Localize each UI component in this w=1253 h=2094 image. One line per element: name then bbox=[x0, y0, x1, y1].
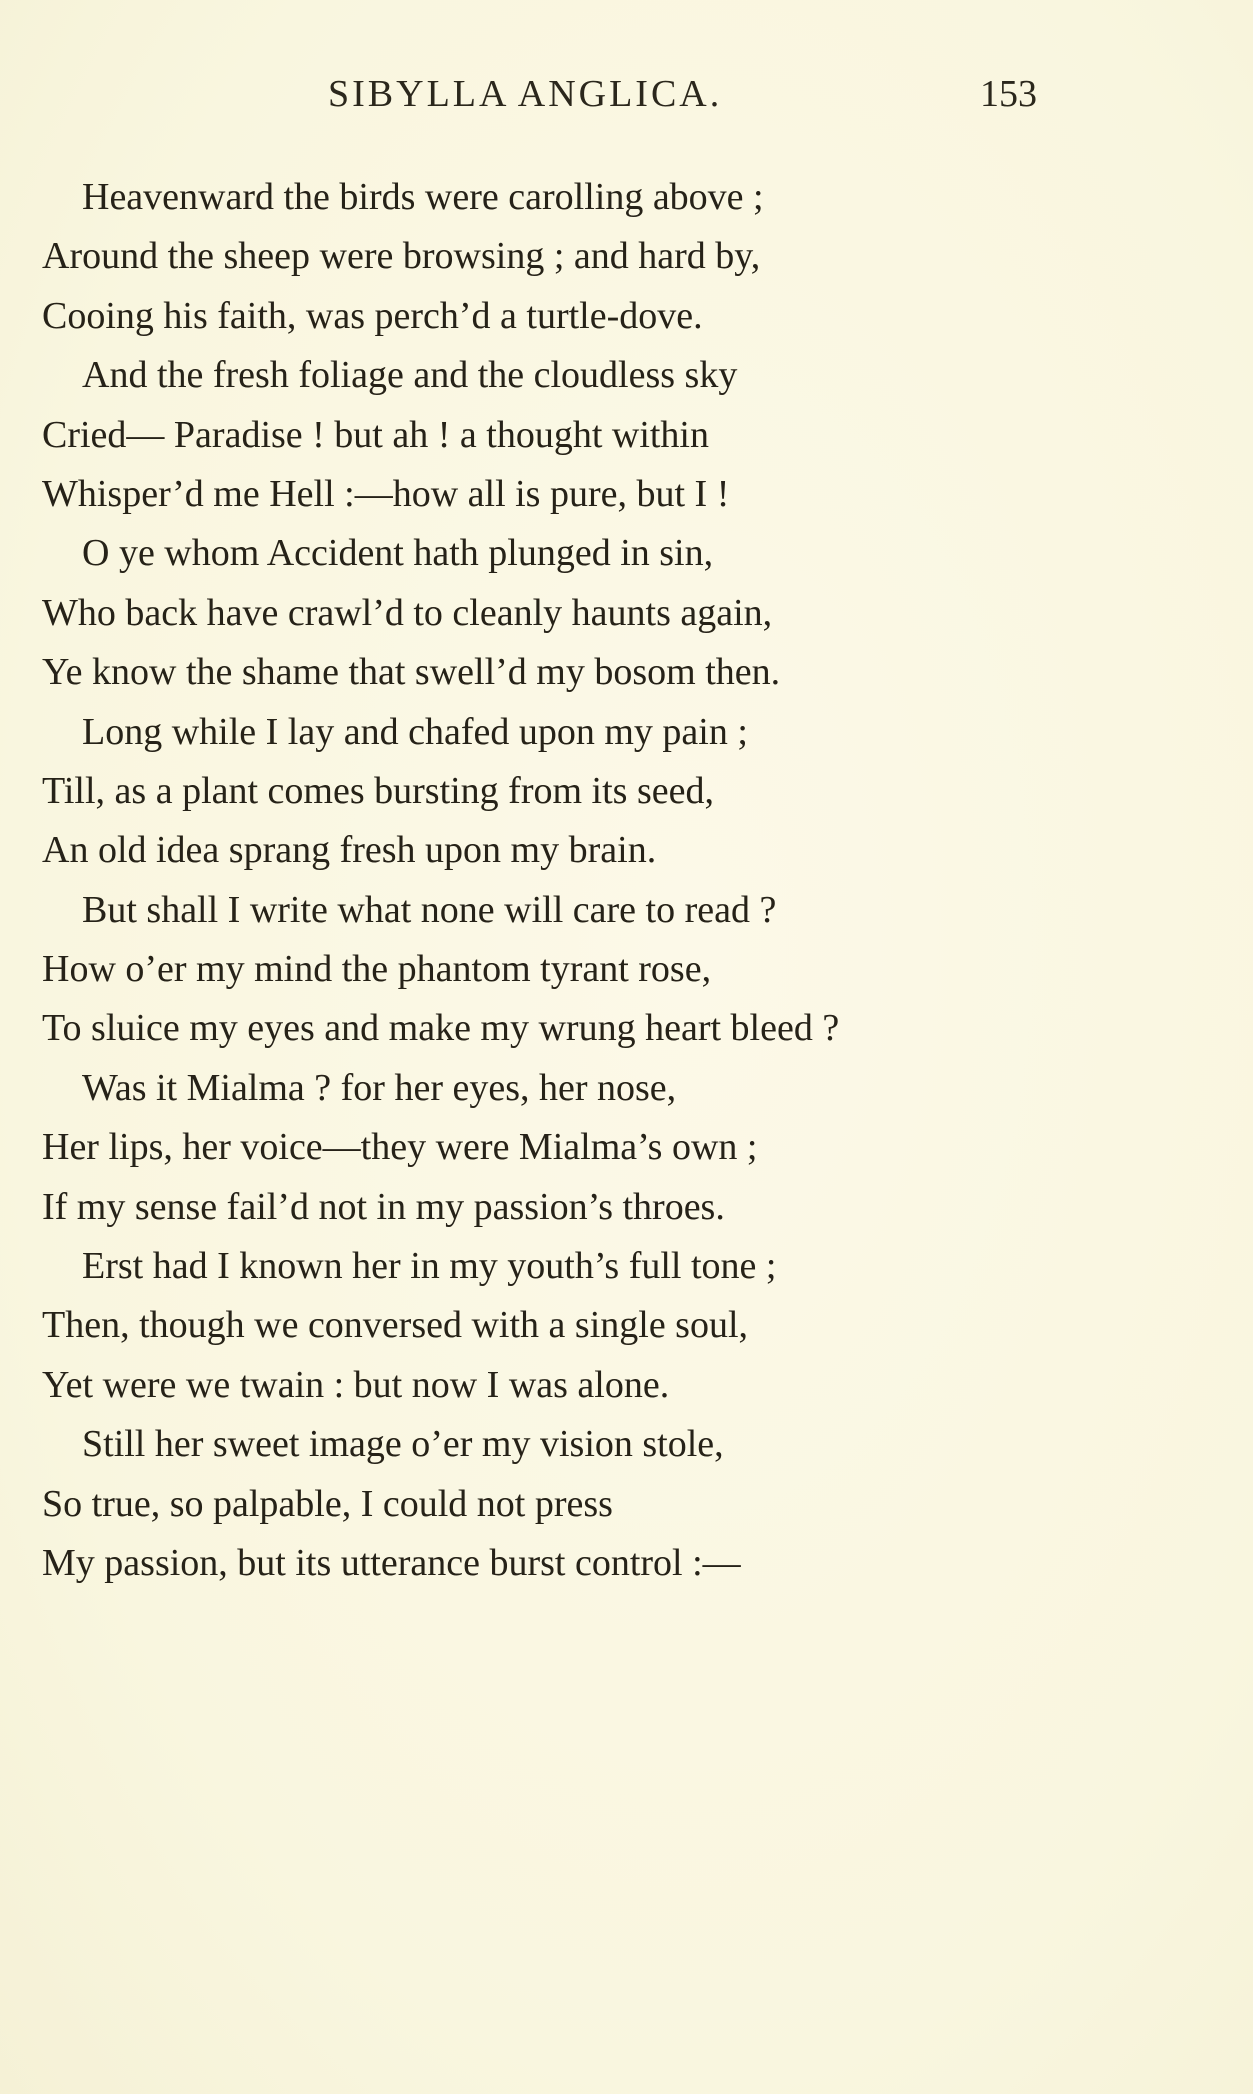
poem-line: Long while I lay and chafed upon my pain ; bbox=[82, 710, 748, 753]
poem-line: And the fresh foliage and the cloudless sky bbox=[82, 354, 738, 397]
poem-line: Around the sheep were browsing ; and hard by, bbox=[42, 235, 761, 278]
poem-line: Then, though we conversed with a single soul, bbox=[42, 1304, 749, 1347]
tercet bbox=[0, 1237, 1253, 1415]
poem-line: If my sense fail’d not in my passion’s throes. bbox=[42, 1185, 725, 1228]
poem-line: Cooing his faith, was perch’d a turtle-dove. bbox=[42, 294, 703, 337]
poem-line: Yet were we twain : but now I was alone. bbox=[42, 1363, 670, 1406]
poem-line: O ye whom Accident hath plunged in sin, bbox=[82, 532, 714, 575]
tercet bbox=[0, 346, 1253, 524]
tercet bbox=[0, 881, 1253, 1059]
tercet bbox=[0, 1415, 1253, 1593]
poem-line: Cried— Paradise ! but ah ! a thought within bbox=[42, 413, 709, 456]
running-head: SIBYLLA ANGLICA. bbox=[328, 73, 723, 115]
poem-line: Her lips, her voice—they were Mialma’s own ; bbox=[42, 1126, 758, 1169]
poem-line: An old idea sprang fresh upon my brain. bbox=[42, 829, 657, 872]
tercet bbox=[0, 1059, 1253, 1237]
page-header bbox=[0, 72, 1253, 122]
poem-line: So true, so palpable, I could not press bbox=[42, 1482, 613, 1525]
page-number: 153 bbox=[980, 73, 1037, 115]
tercet bbox=[0, 168, 1253, 346]
poem-line: Whisper’d me Hell :—how all is pure, but I ! bbox=[42, 472, 730, 515]
poem-line: Till, as a plant comes bursting from its seed, bbox=[42, 769, 714, 812]
poem-line: Erst had I known her in my youth’s full tone ; bbox=[82, 1245, 777, 1288]
poem-body bbox=[0, 168, 1253, 1593]
poem-line: Ye know the shame that swell’d my bosom then. bbox=[42, 651, 781, 694]
poem-line: But shall I write what none will care to read ? bbox=[82, 888, 777, 931]
tercet bbox=[0, 703, 1253, 881]
tercet bbox=[0, 524, 1253, 702]
poem-line: Still her sweet image o’er my vision stole, bbox=[82, 1423, 724, 1466]
poem-line: Heavenward the birds were carolling above ; bbox=[82, 176, 764, 218]
poem-line: Who back have crawl’d to cleanly haunts again, bbox=[42, 591, 773, 634]
poem-line: Was it Mialma ? for her eyes, her nose, bbox=[82, 1066, 677, 1109]
poem-line: To sluice my eyes and make my wrung heart bleed ? bbox=[42, 1007, 840, 1050]
poem-line: My passion, but its utterance burst control :— bbox=[42, 1541, 741, 1584]
poem-line: How o’er my mind the phantom tyrant rose, bbox=[42, 948, 712, 991]
